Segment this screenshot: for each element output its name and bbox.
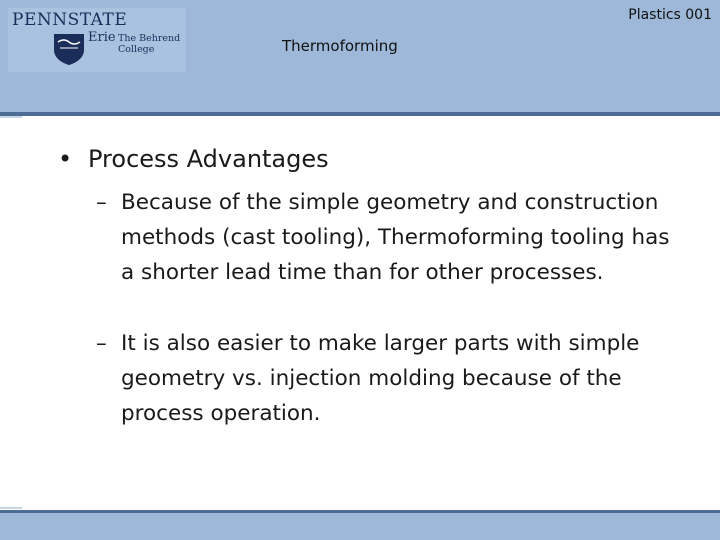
- bullet-icon: •: [58, 145, 73, 173]
- dash-icon: –: [96, 331, 107, 356]
- footer-rule-accent: [0, 507, 22, 509]
- main-bullet-text: Process Advantages: [88, 145, 329, 173]
- logo-behrend-line2: College: [118, 44, 155, 55]
- dash-icon: –: [96, 190, 107, 215]
- sub-point: [96, 326, 686, 431]
- logo-erie-text: Erie: [88, 30, 116, 45]
- sub-point: [96, 185, 686, 290]
- sub-point-text: It is also easier to make larger parts with simple geometry vs. injection molding because of the process operation.: [121, 331, 640, 426]
- logo-behrend-line1: The Behrend: [118, 33, 181, 44]
- header-rule-accent: [0, 116, 22, 118]
- main-bullet: [58, 145, 698, 173]
- slide-topic: Thermoforming: [282, 37, 398, 55]
- penn-state-logo: [8, 8, 186, 72]
- logo-behrend-text: [118, 33, 180, 55]
- logo-penn-state-text: PENNSTATE: [12, 10, 128, 30]
- shield-icon: [52, 32, 86, 66]
- footer-band: [0, 513, 720, 540]
- header-rule: [0, 112, 720, 116]
- course-label: Plastics 001: [628, 7, 712, 23]
- sub-point-text: Because of the simple geometry and construction methods (cast tooling), Thermoforming tooling has a shorter lead time than for other processes.: [121, 190, 670, 285]
